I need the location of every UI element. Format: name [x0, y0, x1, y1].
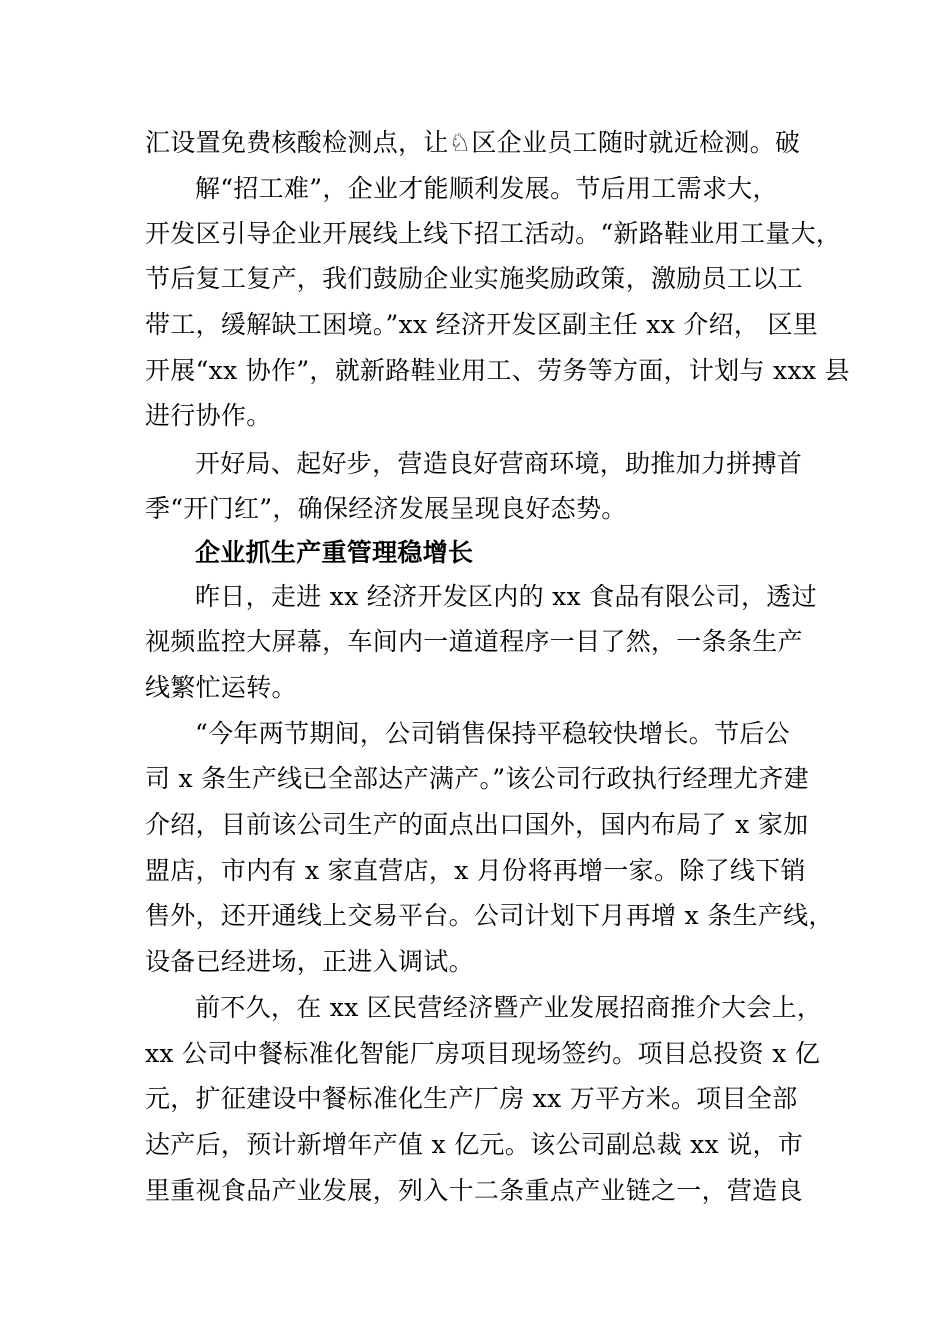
text-line: 设备已经进场，正进入调试。: [145, 947, 474, 976]
text-line: 汇设置免费核酸检测点，让♘区企业员工随时就近检测。破: [145, 128, 801, 157]
text-line: 季“开门红”，确保经济发展呈现良好态势。: [145, 494, 627, 523]
text-line: 视频监控大屏幕，车间内一道道程序一目了然，一条条生产: [145, 627, 803, 656]
text-line: 开发区引导企业开展线上线下招工活动。“新路鞋业用工量大，: [145, 219, 842, 248]
text-line: 前不久，在 xx 区民营经济暨产业发展招商推介大会上，: [195, 993, 823, 1022]
text-line: 盟店，市内有 x 家直营店，x 月份将再增一家。除了线下销: [145, 856, 806, 885]
text-line: 司 x 条生产线已全部达产满产。”该公司行政执行经理尤齐建: [145, 764, 809, 793]
text-line: 昨日，走进 xx 经济开发区内的 xx 食品有限公司，透过: [195, 582, 817, 611]
text-line: 里重视食品产业发展，列入十二条重点产业链之一，营造良: [145, 1176, 803, 1205]
text-line: 达产后，预计新增年产值 x 亿元。该公司副总裁 xx 说，市: [145, 1130, 804, 1159]
text-line: 线繁忙运转。: [145, 673, 297, 702]
text-line: 元，扩征建设中餐标准化生产厂房 xx 万平方米。项目全部: [145, 1084, 798, 1113]
text-line: 售外，还开通线上交易平台。公司计划下月再增 x 条生产线，: [145, 901, 834, 930]
text-line: 开展“xx 协作”，就新路鞋业用工、劳务等方面，计划与 xxx 县: [145, 356, 850, 385]
text-line: 介绍，目前该公司生产的面点出口国外，国内布局了 x 家加: [145, 810, 809, 839]
text-line: 开好局、起好步，营造良好营商环境，助推加力拼搏首: [195, 449, 803, 478]
text-line: 带工，缓解缺工困境。”xx 经济开发区副主任 xx 介绍， 区里: [145, 310, 819, 339]
text-line: 进行协作。: [145, 401, 272, 430]
text-line: xx 公司中餐标准化智能厂房项目现场签约。项目总投资 x 亿: [145, 1039, 821, 1068]
text-line: “今年两节期间，公司销售保持平稳较快增长。节后公: [195, 719, 790, 748]
section-heading: 企业抓生产重管理稳增长: [195, 538, 474, 567]
text-line: 节后复工复产，我们鼓励企业实施奖励政策，激励员工以工: [145, 264, 803, 293]
text-line: 解“招工难”，企业才能顺利发展。节后用工需求大，: [195, 174, 778, 203]
